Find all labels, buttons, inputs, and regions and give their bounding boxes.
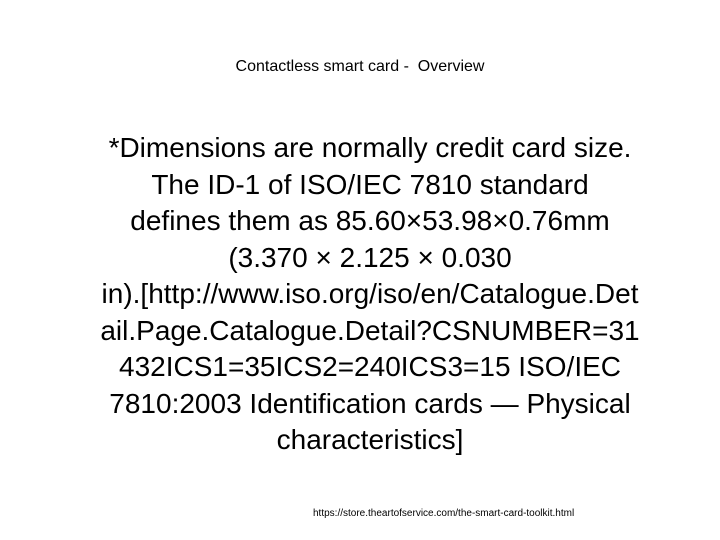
- body-line: characteristics]: [276, 424, 464, 455]
- slide-body-text: [50, 130, 690, 459]
- body-line: 432ICS1=35ICS2=240ICS3=15 ISO/IEC: [119, 351, 621, 382]
- body-line: *Dimensions are normally credit card size.: [108, 132, 632, 163]
- body-line: ail.Page.Catalogue.Detail?CSNUMBER=31: [100, 314, 640, 346]
- footer-url-link[interactable]: https://store.theartofservice.com/the-smart-card-toolkit.html: [313, 508, 575, 519]
- body-line: 7810:2003 Identification cards — Physical: [109, 387, 631, 419]
- body-line: in).[http://www.iso.org/iso/en/Catalogue.Det: [101, 278, 639, 309]
- body-line: defines them as 85.60×53.98×0.76mm: [130, 205, 610, 236]
- slide-title: Contactless smart card - Overview: [235, 58, 485, 75]
- body-line: The ID-1 of ISO/IEC 7810 standard: [151, 168, 589, 200]
- body-line: (3.370 × 2.125 × 0.030: [228, 241, 512, 273]
